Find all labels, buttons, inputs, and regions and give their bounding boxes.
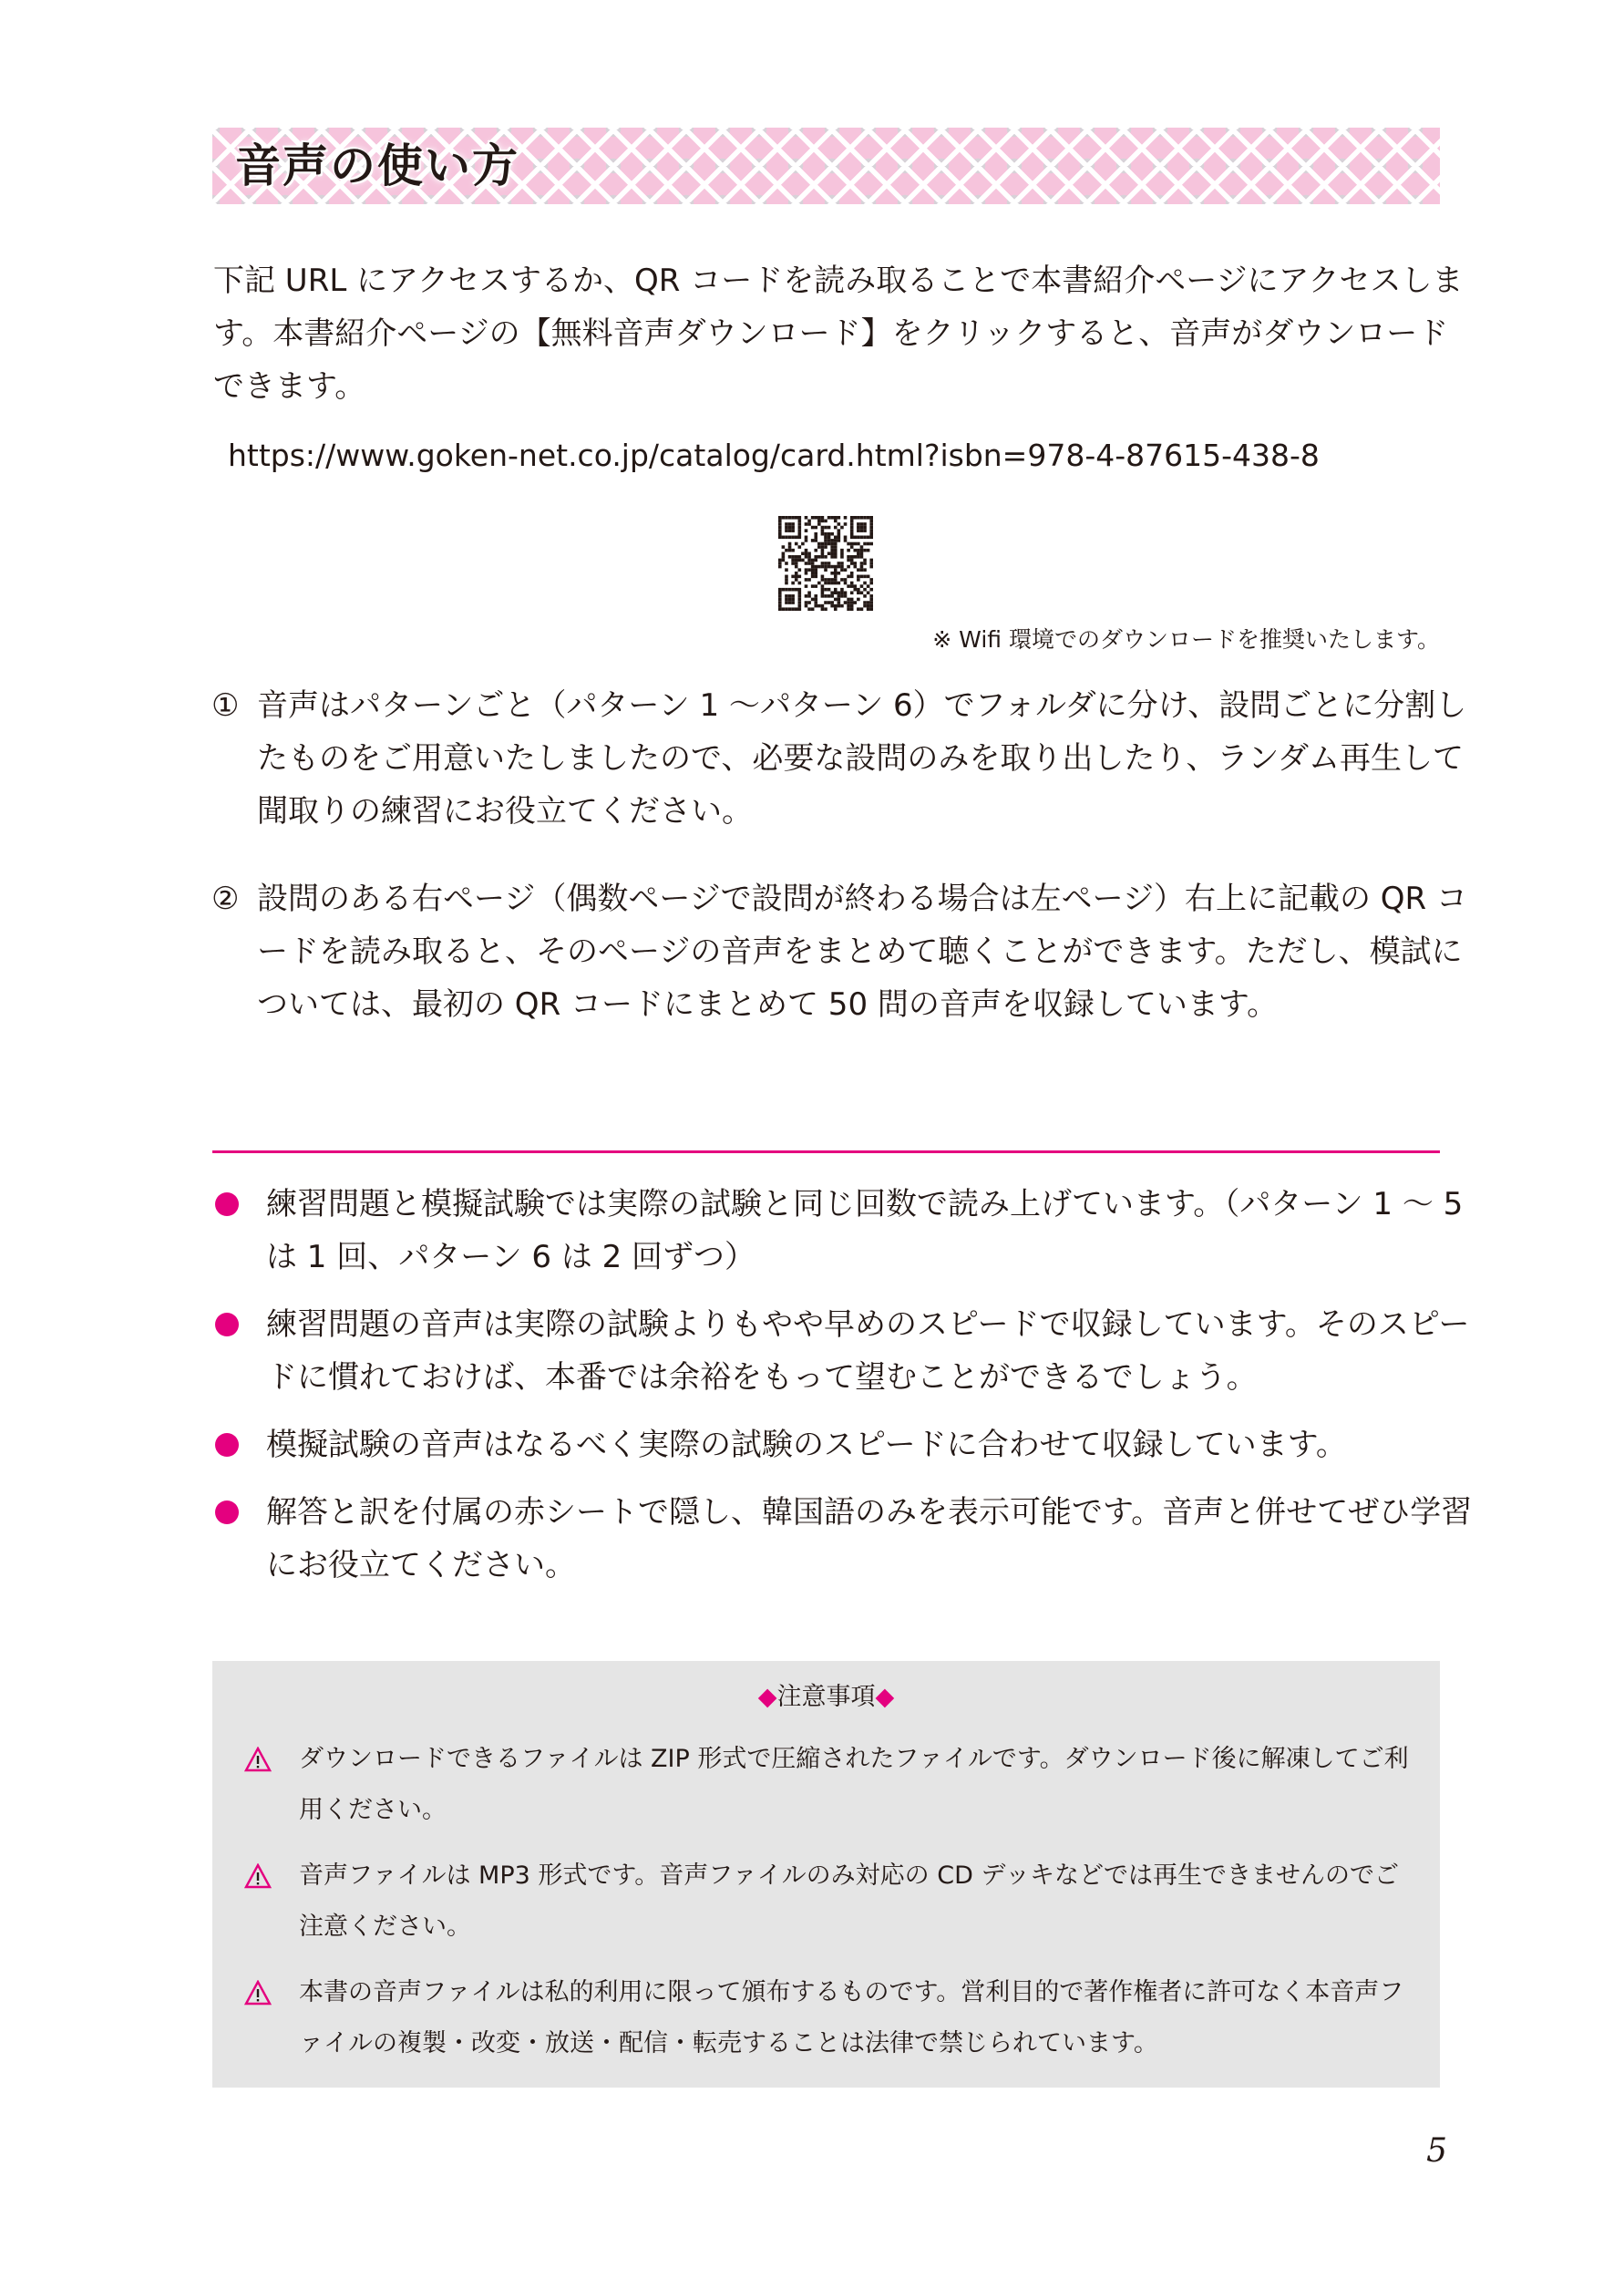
numbered-item-1 [211,679,1478,838]
bullet-text: 練習問題と模擬試験では実際の試験と同じ回数で読み上げています。（パターン 1 〜 5 は 1 回、パターン 6 は 2 回ずつ） [266,1186,1464,1275]
bullet-dot-icon [215,1433,239,1457]
diamond-icon: ◆ [875,1683,895,1711]
bullet-text: 模擬試験の音声はなるべく実際の試験のスピードに合わせて収録しています。 [266,1427,1347,1463]
bullet-item [211,1418,1478,1471]
notice-title-text: 注意事項 [776,1683,876,1711]
caution-text: 音声ファイルは MP3 形式です。音声ファイルのみ対応の CD デッキなどでは再生できませんのでご注意ください。 [299,1861,1399,1941]
item-text: 設問のある右ページ（偶数ページで設問が終わる場合は左ページ）右上に記載の QR コードを読み取ると、そのページの音声をまとめて聴くことができます。ただし、模試については、最初の QR コードにまとめて 50 問の音声を収録しています。 [257,881,1467,1023]
warning-triangle-icon [244,1980,272,2006]
item-number: ② [211,881,240,917]
numbered-item-2 [211,872,1478,1031]
page-number: 5 [1426,2132,1447,2170]
notice-title [212,1679,1440,1716]
bullet-item [211,1178,1478,1284]
warning-triangle-icon [244,1747,272,1772]
diamond-icon: ◆ [757,1683,777,1711]
caution-item [244,1734,1420,1836]
item-number: ① [211,687,240,724]
bullet-dot-icon [215,1313,239,1336]
bullet-item [211,1486,1478,1592]
intro-paragraph: 下記 URL にアクセスするか、QR コードを読み取ることで本書紹介ページにアクセスします。本書紹介ページの【無料音声ダウンロード】をクリックすると、音声がダウンロードできます。 [213,263,1464,405]
bullet-text: 解答と訳を付属の赤シートで隠し、韓国語のみを表示可能です。音声と併せてぜひ学習にお役立てください。 [266,1494,1473,1583]
download-url[interactable]: https://www.goken-net.co.jp/catalog/card.html?isbn=978-4-87615-438-8 [228,438,1320,473]
page-title: 音声の使い方 [235,139,519,192]
caution-text: 本書の音声ファイルは私的利用に限って頒布するものです。営利目的で著作権者に許可なく本音声ファイルの複製・改変・放送・配信・転売することは法律で禁じられています。 [299,1978,1404,2057]
caution-item [244,1851,1420,1953]
item-text: 音声はパターンごと（パターン 1 〜パターン 6）でフォルダに分け、設問ごとに分割したものをご用意いたしましたので、必要な設問のみを取り出したり、ランダム再生して聞取りの練習にお役立てください。 [257,687,1467,830]
bullet-dot-icon [215,1500,239,1524]
wifi-note: ※ Wifi 環境でのダウンロードを推奨いたします。 [932,626,1440,653]
section-divider [212,1150,1440,1153]
bullet-dot-icon [215,1192,239,1216]
bullet-item [211,1298,1478,1404]
caution-text: ダウンロードできるファイルは ZIP 形式で圧縮されたファイルです。ダウンロード後に解凍してご利用ください。 [299,1745,1409,1824]
bullet-text: 練習問題の音声は実際の試験よりもやや早めのスピードで収録しています。そのスピードに慣れておけば、本番では余裕をもって望むことができるでしょう。 [266,1306,1470,1396]
warning-triangle-icon [244,1863,272,1889]
caution-item [244,1967,1420,2069]
notice-box [212,1661,1440,2088]
qr-code-icon[interactable] [778,516,873,611]
